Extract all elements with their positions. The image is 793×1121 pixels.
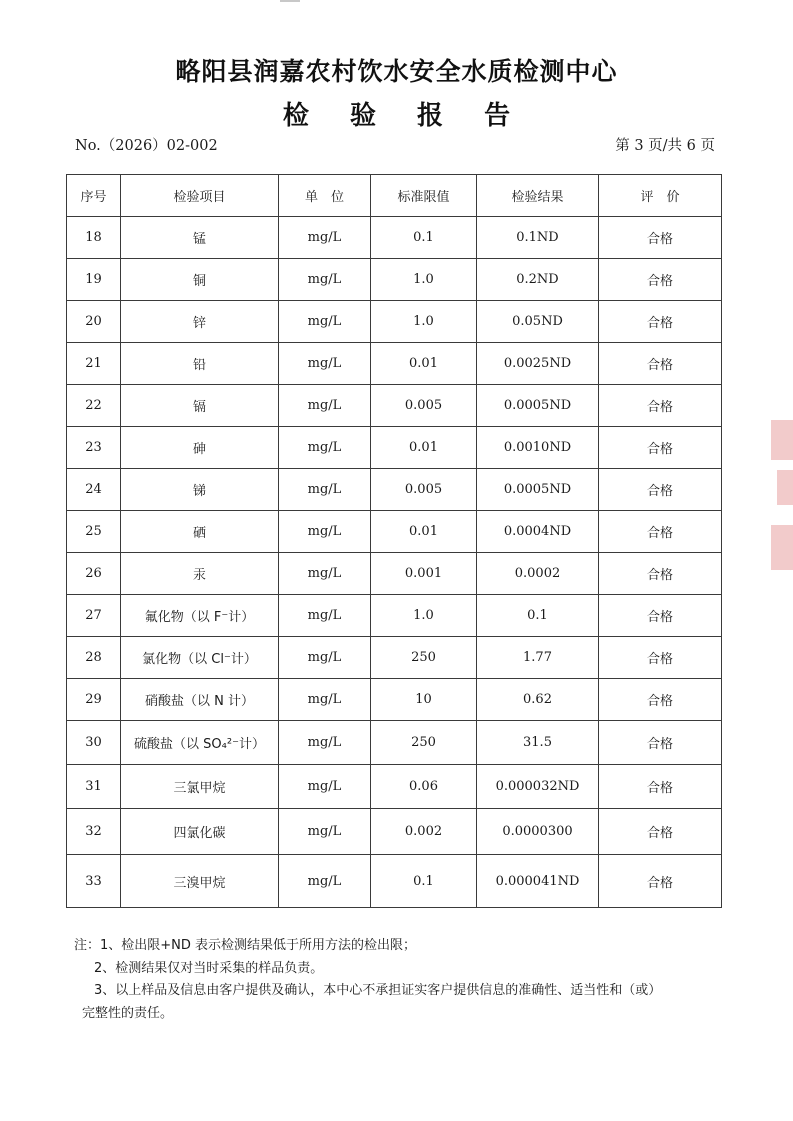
cell-row-number: 33 [67,855,121,908]
cell-test-result: 0.0004ND [477,511,599,553]
cell-item-name: 硫酸盐（以 SO₄²⁻计） [121,721,279,765]
seal-fragment [771,525,793,570]
cell-test-result: 0.1ND [477,217,599,259]
cell-standard-limit: 0.005 [371,385,477,427]
cell-test-result: 0.2ND [477,259,599,301]
cell-item-name: 锑 [121,469,279,511]
table-row [67,809,722,855]
cell-test-result: 0.000041ND [477,855,599,908]
cell-row-number: 32 [67,809,121,855]
cell-test-result: 0.0002 [477,553,599,595]
column-header-result: 检验结果 [477,175,599,217]
cell-row-number: 21 [67,343,121,385]
table-row [67,469,722,511]
cell-evaluation: 合格 [599,809,722,855]
column-header-evaluation: 评 价 [599,175,722,217]
column-header-limit: 标准限值 [371,175,477,217]
table-row [67,679,722,721]
cell-item-name: 三氯甲烷 [121,765,279,809]
cell-item-name: 硝酸盐（以 N 计） [121,679,279,721]
cell-evaluation: 合格 [599,637,722,679]
cell-unit: mg/L [279,855,371,908]
cell-row-number: 30 [67,721,121,765]
cell-row-number: 25 [67,511,121,553]
table-row [67,343,722,385]
table-header-row [67,175,722,217]
table-row [67,637,722,679]
cell-unit: mg/L [279,809,371,855]
cell-standard-limit: 0.01 [371,511,477,553]
cell-test-result: 0.0005ND [477,469,599,511]
cell-row-number: 24 [67,469,121,511]
cell-unit: mg/L [279,765,371,809]
cell-evaluation: 合格 [599,721,722,765]
report-title: 检 验 报 告 [282,101,527,131]
cell-test-result: 0.000032ND [477,765,599,809]
cell-item-name: 汞 [121,553,279,595]
cell-evaluation: 合格 [599,343,722,385]
table-row [67,721,722,765]
seal-fragment [777,470,793,505]
cell-row-number: 27 [67,595,121,637]
cell-evaluation: 合格 [599,301,722,343]
cell-standard-limit: 1.0 [371,301,477,343]
cell-evaluation: 合格 [599,679,722,721]
column-header-no: 序号 [67,175,121,217]
cell-unit: mg/L [279,679,371,721]
cell-unit: mg/L [279,217,371,259]
cell-unit: mg/L [279,301,371,343]
cell-unit: mg/L [279,595,371,637]
cell-evaluation: 合格 [599,217,722,259]
table-row [67,259,722,301]
cell-unit: mg/L [279,385,371,427]
page-indicator: 第 3 页/共 6 页 [615,138,715,154]
cell-unit: mg/L [279,343,371,385]
cell-item-name: 氯化物（以 Cl⁻计） [121,637,279,679]
cell-standard-limit: 0.001 [371,553,477,595]
table-row [67,301,722,343]
cell-row-number: 29 [67,679,121,721]
cell-standard-limit: 0.005 [371,469,477,511]
cell-row-number: 26 [67,553,121,595]
cell-unit: mg/L [279,259,371,301]
cell-item-name: 硒 [121,511,279,553]
cell-standard-limit: 1.0 [371,595,477,637]
cell-test-result: 0.0025ND [477,343,599,385]
cell-test-result: 0.0000300 [477,809,599,855]
table-row [67,511,722,553]
cell-unit: mg/L [279,427,371,469]
cell-item-name: 锰 [121,217,279,259]
results-table [66,174,722,908]
cell-unit: mg/L [279,553,371,595]
scan-mark [280,0,300,2]
cell-standard-limit: 0.1 [371,217,477,259]
cell-evaluation: 合格 [599,553,722,595]
cell-item-name: 镉 [121,385,279,427]
cell-evaluation: 合格 [599,259,722,301]
cell-item-name: 铅 [121,343,279,385]
table-row [67,427,722,469]
cell-row-number: 18 [67,217,121,259]
cell-unit: mg/L [279,469,371,511]
note-line-4: 完整性的责任。 [82,1005,174,1021]
cell-item-name: 锌 [121,301,279,343]
table-row [67,217,722,259]
table-row [67,385,722,427]
footnotes [74,935,734,1025]
center-name-title: 略阳县润嘉农村饮水安全水质检测中心 [175,57,618,86]
cell-test-result: 1.77 [477,637,599,679]
cell-evaluation: 合格 [599,765,722,809]
table-body [67,217,722,908]
report-number: No.（2026）02-002 [75,138,218,154]
cell-standard-limit: 0.002 [371,809,477,855]
cell-item-name: 氟化物（以 F⁻计） [121,595,279,637]
cell-evaluation: 合格 [599,595,722,637]
cell-test-result: 0.05ND [477,301,599,343]
cell-standard-limit: 10 [371,679,477,721]
cell-item-name: 三溴甲烷 [121,855,279,908]
cell-row-number: 23 [67,427,121,469]
cell-unit: mg/L [279,637,371,679]
cell-evaluation: 合格 [599,855,722,908]
cell-row-number: 22 [67,385,121,427]
table-row [67,855,722,908]
note-line-3: 3、以上样品及信息由客户提供及确认，本中心不承担证实客户提供信息的准确性、适当性和（或） [94,983,662,998]
cell-test-result: 0.1 [477,595,599,637]
column-header-unit: 单 位 [279,175,371,217]
table-row [67,553,722,595]
cell-standard-limit: 1.0 [371,259,477,301]
cell-item-name: 铜 [121,259,279,301]
cell-test-result: 0.0010ND [477,427,599,469]
cell-row-number: 31 [67,765,121,809]
cell-standard-limit: 250 [371,721,477,765]
cell-test-result: 0.0005ND [477,385,599,427]
cell-standard-limit: 250 [371,637,477,679]
cell-row-number: 19 [67,259,121,301]
note-line-1: 注：1、检出限+ND 表示检测结果低于所用方法的检出限； [74,938,417,953]
cell-evaluation: 合格 [599,385,722,427]
table-row [67,595,722,637]
cell-row-number: 20 [67,301,121,343]
cell-evaluation: 合格 [599,511,722,553]
column-header-item: 检验项目 [121,175,279,217]
cell-evaluation: 合格 [599,469,722,511]
cell-item-name: 四氯化碳 [121,809,279,855]
cell-test-result: 0.62 [477,679,599,721]
cell-standard-limit: 0.06 [371,765,477,809]
cell-row-number: 28 [67,637,121,679]
table-row [67,765,722,809]
cell-item-name: 砷 [121,427,279,469]
seal-fragment [771,420,793,460]
cell-standard-limit: 0.1 [371,855,477,908]
cell-standard-limit: 0.01 [371,343,477,385]
note-line-2: 2、检测结果仅对当时采集的样品负责。 [94,960,324,976]
cell-unit: mg/L [279,511,371,553]
cell-test-result: 31.5 [477,721,599,765]
cell-standard-limit: 0.01 [371,427,477,469]
cell-evaluation: 合格 [599,427,722,469]
cell-unit: mg/L [279,721,371,765]
